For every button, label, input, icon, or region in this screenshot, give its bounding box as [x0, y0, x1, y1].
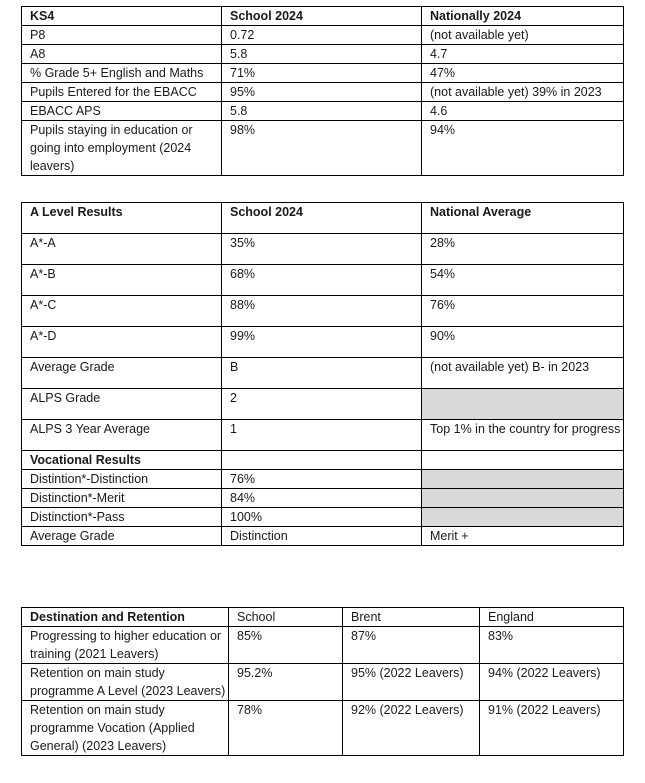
table-cell: 76%	[222, 470, 422, 489]
table-cell: EBACC APS	[22, 102, 222, 121]
ks4-header-cell: KS4	[22, 7, 222, 26]
ks4-header-cell: Nationally 2024	[422, 7, 624, 26]
destination-header-cell: School	[229, 608, 343, 627]
table-cell: B	[222, 358, 422, 389]
table-cell: Distinction*-Merit	[22, 489, 222, 508]
table-cell: 94% (2022 Leavers)	[480, 664, 624, 701]
table-cell: Distinction*-Pass	[22, 508, 222, 527]
table-cell: 95%	[222, 83, 422, 102]
table-cell-greyed	[422, 470, 624, 489]
table-cell: 95% (2022 Leavers)	[343, 664, 480, 701]
table-cell: (not available yet) 39% in 2023	[422, 83, 624, 102]
table-row	[22, 664, 624, 701]
table-cell: 5.8	[222, 45, 422, 64]
table-cell: 88%	[222, 296, 422, 327]
destination-header-cell: England	[480, 608, 624, 627]
table-cell: A*-D	[22, 327, 222, 358]
table-cell: 98%	[222, 121, 422, 176]
table-row	[22, 358, 624, 389]
table-cell: 78%	[229, 701, 343, 756]
table-cell: Merit +	[422, 527, 624, 546]
table-cell: 91% (2022 Leavers)	[480, 701, 624, 756]
table-cell: Pupils staying in education or going into employment (2024 leavers)	[22, 121, 222, 176]
table-row	[22, 121, 624, 176]
alevel-header-cell: National Average	[422, 203, 624, 234]
table-cell: 94%	[422, 121, 624, 176]
table-row	[22, 470, 624, 489]
table-cell: 4.7	[422, 45, 624, 64]
table-row	[22, 296, 624, 327]
table-cell: ALPS 3 Year Average	[22, 420, 222, 451]
alevel-table	[21, 202, 624, 546]
table-cell: 92% (2022 Leavers)	[343, 701, 480, 756]
table-cell: % Grade 5+ English and Maths	[22, 64, 222, 83]
table-cell: 2	[222, 389, 422, 420]
destination-header-cell: Brent	[343, 608, 480, 627]
ks4-header-row	[22, 7, 624, 26]
table-cell: (not available yet) B- in 2023	[422, 358, 624, 389]
table-row	[22, 389, 624, 420]
table-cell: 5.8	[222, 102, 422, 121]
table-row	[22, 83, 624, 102]
table-cell-greyed	[422, 489, 624, 508]
table-cell: 71%	[222, 64, 422, 83]
table-cell: 35%	[222, 234, 422, 265]
table-cell	[422, 451, 624, 470]
table-cell: Pupils Entered for the EBACC	[22, 83, 222, 102]
alevel-header-row	[22, 203, 624, 234]
table-cell: Distinction	[222, 527, 422, 546]
table-cell: 47%	[422, 64, 624, 83]
table-cell: Top 1% in the country for progress	[422, 420, 624, 451]
table-row	[22, 45, 624, 64]
table-cell: 28%	[422, 234, 624, 265]
ks4-header-cell: School 2024	[222, 7, 422, 26]
vocational-header-row	[22, 451, 624, 470]
table-row	[22, 64, 624, 83]
table-row	[22, 701, 624, 756]
table-cell-greyed	[422, 389, 624, 420]
table-cell: (not available yet)	[422, 26, 624, 45]
table-cell: 4.6	[422, 102, 624, 121]
table-row	[22, 102, 624, 121]
table-cell: 68%	[222, 265, 422, 296]
table-cell: 1	[222, 420, 422, 451]
alevel-header-cell: School 2024	[222, 203, 422, 234]
table-cell: A*-A	[22, 234, 222, 265]
table-cell: Average Grade	[22, 527, 222, 546]
vocational-header-cell: Vocational Results	[22, 451, 222, 470]
table-cell: Retention on main study programme Vocation (Applied General) (2023 Leavers)	[22, 701, 229, 756]
table-cell: 0.72	[222, 26, 422, 45]
table-row	[22, 527, 624, 546]
table-cell: Distintion*-Distinction	[22, 470, 222, 489]
table-cell: ALPS Grade	[22, 389, 222, 420]
table-row	[22, 489, 624, 508]
table-cell	[222, 451, 422, 470]
table-cell: 100%	[222, 508, 422, 527]
table-row	[22, 26, 624, 45]
table-cell: Progressing to higher education or training (2021 Leavers)	[22, 627, 229, 664]
alevel-header-cell: A Level Results	[22, 203, 222, 234]
destination-table	[21, 607, 624, 756]
table-row	[22, 234, 624, 265]
table-cell: 87%	[343, 627, 480, 664]
table-row	[22, 627, 624, 664]
table-cell: 83%	[480, 627, 624, 664]
table-cell: 85%	[229, 627, 343, 664]
table-cell: 84%	[222, 489, 422, 508]
table-cell-greyed	[422, 508, 624, 527]
destination-header-row	[22, 608, 624, 627]
table-cell: 76%	[422, 296, 624, 327]
table-cell: P8	[22, 26, 222, 45]
table-cell: Average Grade	[22, 358, 222, 389]
table-cell: 90%	[422, 327, 624, 358]
table-cell: A*-B	[22, 265, 222, 296]
table-row	[22, 327, 624, 358]
ks4-table	[21, 6, 624, 176]
table-cell: A*-C	[22, 296, 222, 327]
table-cell: A8	[22, 45, 222, 64]
destination-header-cell: Destination and Retention	[22, 608, 229, 627]
table-cell: 99%	[222, 327, 422, 358]
table-cell: Retention on main study programme A Level (2023 Leavers)	[22, 664, 229, 701]
table-row	[22, 265, 624, 296]
table-cell: 54%	[422, 265, 624, 296]
table-row	[22, 420, 624, 451]
table-cell: 95.2%	[229, 664, 343, 701]
table-row	[22, 508, 624, 527]
